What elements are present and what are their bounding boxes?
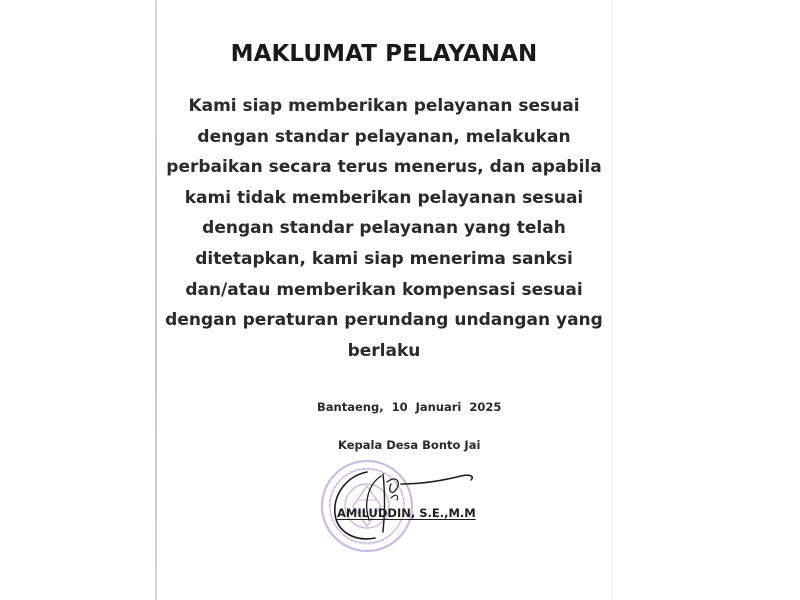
body-line: ditetapkan, kami siap menerima sanksi — [195, 248, 573, 269]
service-declaration-body — [157, 91, 611, 366]
signatory-name: AMILUDDIN, S.E.,M.M — [337, 506, 476, 520]
scan-edge-right — [611, 0, 612, 600]
body-line: berlaku — [347, 340, 421, 361]
place-date: Bantaeng, 10 Januari 2025 — [317, 400, 502, 414]
document-title: MAKLUMAT PELAYANAN — [230, 41, 538, 67]
body-line: perbaikan secara terus menerus, dan apabila — [166, 157, 602, 178]
document-page — [157, 0, 611, 600]
body-line: dengan standar pelayanan, melakukan — [197, 126, 571, 147]
body-line: Kami siap memberikan pelayanan sesuai — [188, 96, 580, 116]
body-line: dan/atau memberikan kompensasi sesuai — [185, 279, 583, 300]
body-line: kami tidak memberikan pelayanan sesuai — [184, 187, 584, 208]
body-line: dengan peraturan perundang undangan yang — [165, 310, 603, 331]
body-line: dengan standar pelayanan yang telah — [202, 218, 566, 239]
signatory-title: Kepala Desa Bonto Jai — [338, 438, 481, 452]
